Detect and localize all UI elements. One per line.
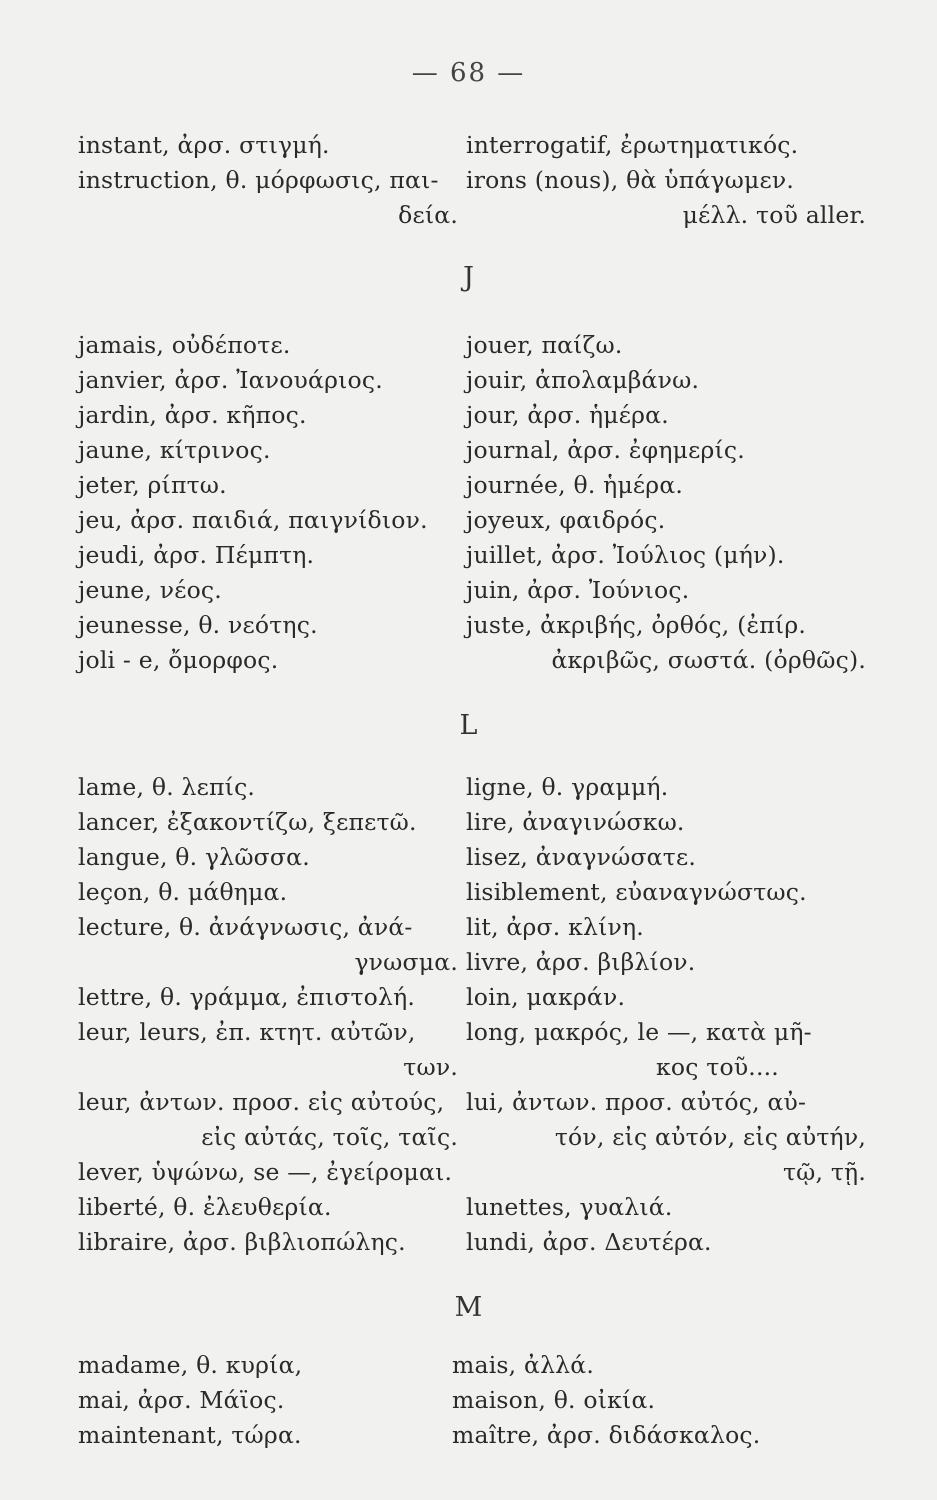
entry-line: lisez, ἀναγνώσατε. [466, 843, 696, 871]
entry-continuation: τόν, εἰς αὐτόν, εἰς αὐτήν, [554, 1123, 866, 1151]
entry-line: ligne, θ. γραμμή. [466, 773, 669, 801]
entry-line: lisiblement, εὐαναγνώστως. [466, 878, 807, 906]
section-i-right-column [466, 128, 866, 233]
entry-line: journal, ἀρσ. ἐφημερίς. [466, 436, 745, 464]
entry-line: jamais, οὐδέποτε. [78, 331, 291, 359]
entry-line: loin, μακράν. [466, 983, 626, 1011]
entry-line: langue, θ. γλῶσσα. [78, 843, 310, 871]
entry-continuation: των. [403, 1053, 458, 1081]
entry-line: mais, ἀλλά. [452, 1351, 595, 1379]
entry-line: jouir, ἀπολαμβάνω. [466, 366, 700, 394]
entry-line: madame, θ. κυρία, [78, 1351, 303, 1379]
entry-line: jeunesse, θ. νεότης. [78, 611, 318, 639]
entry-line: jeudi, ἀρσ. Πέμπτη. [78, 541, 315, 569]
entry-line: irons (nous), θὰ ὑπάγωμεν. [466, 166, 795, 194]
entry-line: instant, ἀρσ. στιγμή. [78, 131, 330, 159]
entry-line: journée, θ. ἡμέρα. [466, 471, 684, 499]
entry-line: maison, θ. οἰκία. [452, 1386, 656, 1414]
entry-line: juin, ἀρσ. Ἰούνιος. [466, 576, 690, 604]
section-i-left-column [78, 128, 458, 233]
entry-line: maintenant, τώρα. [78, 1421, 302, 1449]
entry-line: lit, ἀρσ. κλίνη. [466, 913, 644, 941]
section-heading-l: L [459, 710, 478, 741]
entry-line: interrogatif, ἐρωτηματικός. [466, 131, 799, 159]
entry-line: jeter, ρίπτω. [78, 471, 227, 499]
entry-line: juillet, ἀρσ. Ἰούλιος (μήν). [466, 541, 785, 569]
section-j-right-column [466, 328, 866, 678]
section-m-left-column [78, 1348, 458, 1453]
entry-line: jaune, κίτρινος. [78, 436, 271, 464]
entry-line: jardin, ἀρσ. κῆπος. [78, 401, 307, 429]
section-heading-j: J [463, 262, 474, 293]
entry-line: lame, θ. λεπίς. [78, 773, 256, 801]
page-number: — 68 — [411, 58, 526, 88]
section-l-left-column [78, 770, 458, 1260]
entry-continuation: ἀκριβῶς, σωστά. (ὀρθῶς). [551, 646, 866, 674]
entry-line: lire, ἀναγινώσκω. [466, 808, 685, 836]
entry-continuation: δεία. [398, 201, 458, 229]
entry-continuation: μέλλ. τοῦ aller. [682, 201, 866, 229]
entry-line: juste, ἀκριβής, ὀρθός, (ἐπίρ. [466, 611, 807, 639]
entry-line: lettre, θ. γράμμα, ἐπιστολή. [78, 983, 416, 1011]
entry-line: leur, ἀντων. προσ. εἰς αὐτούς, [78, 1088, 445, 1116]
entry-line: maître, ἀρσ. διδάσκαλος. [452, 1421, 761, 1449]
entry-line: janvier, ἀρσ. Ἰανουάριος. [78, 366, 383, 394]
section-m-right-column [452, 1348, 852, 1453]
entry-line: lancer, ἐξακοντίζω, ξεπετῶ. [78, 808, 417, 836]
entry-continuation: γνωσμα. [354, 948, 458, 976]
entry-line: instruction, θ. μόρφωσις, παι- [78, 166, 439, 194]
entry-line: livre, ἀρσ. βιβλίον. [466, 948, 696, 976]
entry-line: leçon, θ. μάθημα. [78, 878, 288, 906]
entry-continuation: εἰς αὐτάς, τοῖς, ταῖς. [201, 1123, 458, 1151]
entry-continuation: τῷ, τῇ. [782, 1158, 866, 1186]
entry-line: leur, leurs, ἐπ. κτητ. αὐτῶν, [78, 1018, 416, 1046]
entry-line: lui, ἀντων. προσ. αὐτός, αὐ- [466, 1088, 807, 1116]
entry-line: jour, ἀρσ. ἡμέρα. [466, 401, 669, 429]
entry-line: liberté, θ. ἐλευθερία. [78, 1193, 332, 1221]
section-l-right-column [466, 770, 866, 1260]
entry-line: jeune, νέος. [78, 576, 222, 604]
entry-line: jeu, ἀρσ. παιδιά, παιγνίδιον. [78, 506, 428, 534]
entry-continuation: κος τοῦ.... [656, 1053, 779, 1081]
entry-line: long, μακρός, le —, κατὰ μῆ- [466, 1018, 812, 1046]
entry-line: joyeux, φαιδρός. [466, 506, 666, 534]
entry-line: lecture, θ. ἀνάγνωσις, ἀνά- [78, 913, 413, 941]
entry-line: lever, ὑψώνω, se —, ἐγείρομαι. [78, 1158, 453, 1186]
entry-line: lundi, ἀρσ. Δευτέρα. [466, 1228, 712, 1256]
section-j-left-column [78, 328, 458, 678]
section-heading-m: M [454, 1292, 483, 1323]
entry-line: libraire, ἀρσ. βιβλιοπώλης. [78, 1228, 406, 1256]
entry-line: lunettes, γυαλιά. [466, 1193, 673, 1221]
entry-line: joli - e, ὄμορφος. [78, 646, 279, 674]
entry-line: jouer, παίζω. [466, 331, 623, 359]
entry-line: mai, ἀρσ. Μάϊος. [78, 1386, 285, 1414]
